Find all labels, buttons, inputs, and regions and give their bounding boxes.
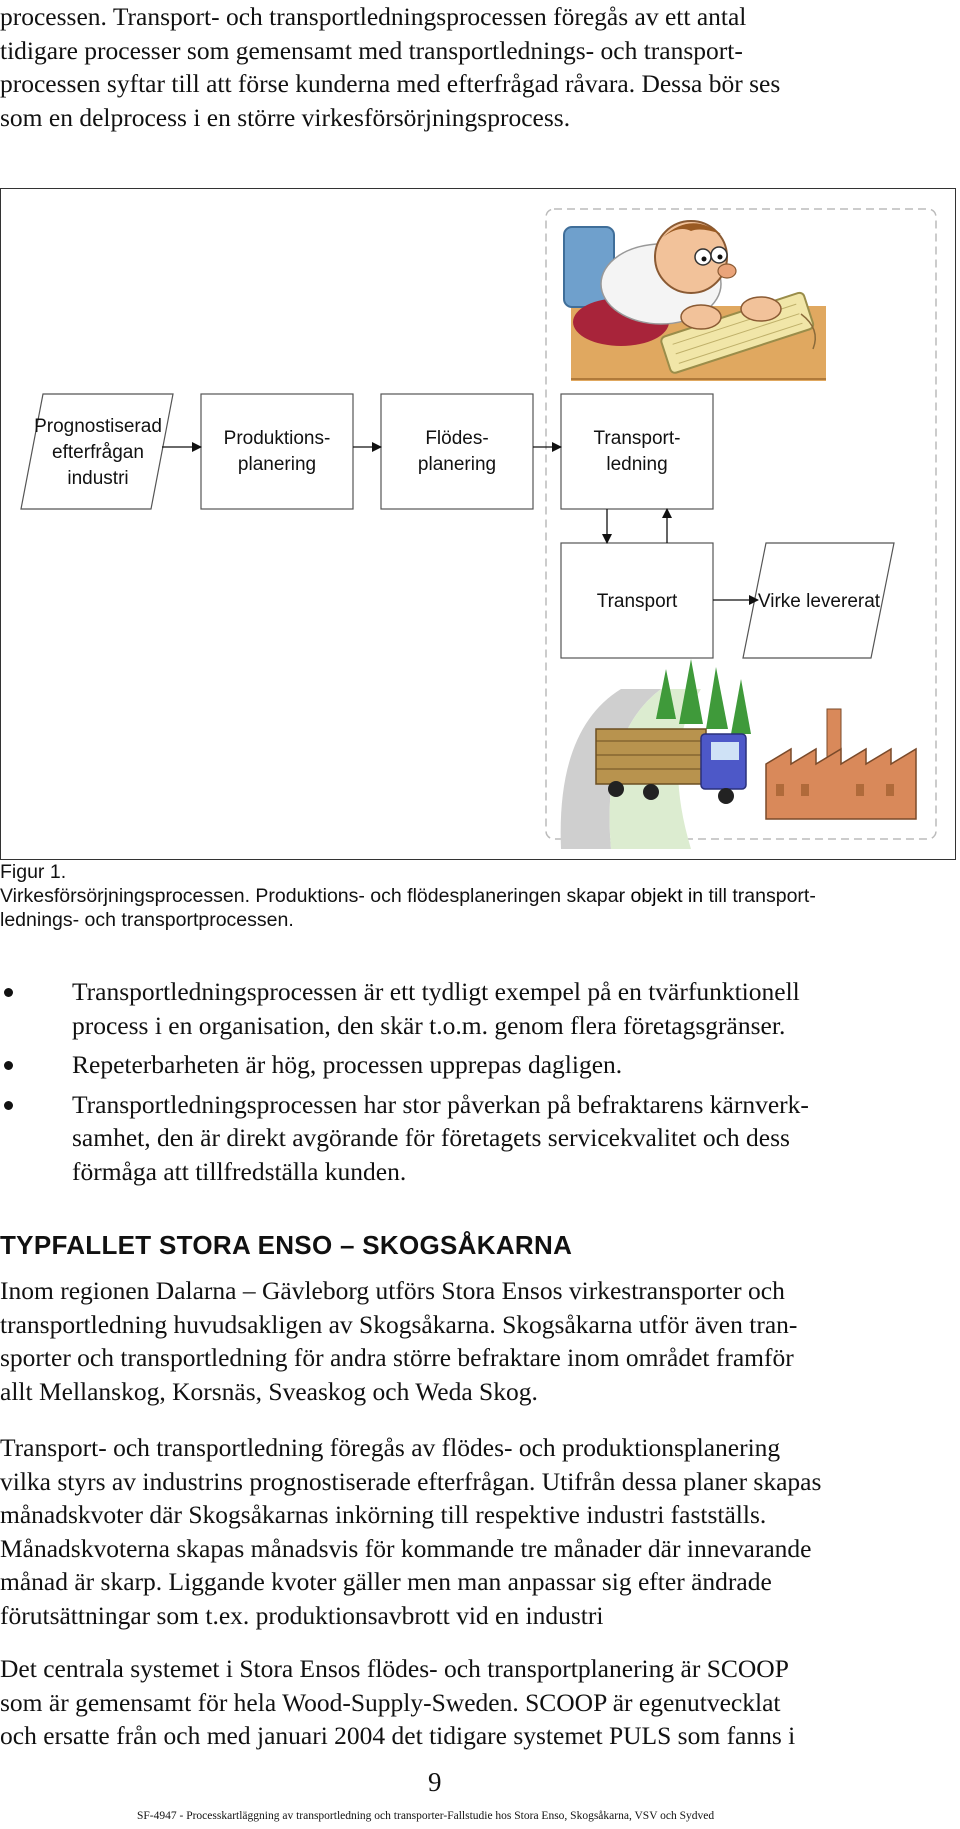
body-paragraph: Inom regionen Dalarna – Gävleborg utförs Stora Ensos virkestransporter och transportledning huvudsakligen av Skogsåkarna. Skogsåkarna utför även tran- sporter och transportledning för andra större befraktare inom området framför allt Mellanskog, Korsnäs, Sveaskog och Weda Skog. xyxy=(0,1276,798,1406)
node-label: Transport- xyxy=(593,428,681,449)
list-item: Repeterbarheten är hög, processen upprepas dagligen. xyxy=(0,1048,945,1082)
figure-caption xyxy=(0,860,816,932)
node-transportledning xyxy=(561,394,713,509)
node-prognostiserad-efterfragan xyxy=(21,394,173,509)
node-label: planering xyxy=(237,454,317,475)
timber-truck-illustration xyxy=(561,659,751,849)
intro-line: processen syftar till att förse kunderna med efterfrågad råvara. Dessa bör ses xyxy=(0,69,781,98)
list-item: Transportledningsprocessen har stor påverkan på befraktarens kärnverk- samhet, den är direkt avgörande för företagets servicekvalitet och dess förmåga att tillfredställa kunden. xyxy=(0,1088,945,1189)
node-label: Transport xyxy=(596,591,678,612)
intro-line: tidigare processer som gemensamt med transportlednings- och transport- xyxy=(0,35,743,65)
caption-line: lednings- och transportprocessen. xyxy=(0,909,294,931)
body-paragraph: Det centrala systemet i Stora Ensos flödes- och transportplanering är SCOOP som är gemensamt för hela Wood-Supply-Sweden. SCOOP är egenutvecklat och ersatte från och med januari 2004 det tidigare systemet PULS som fanns i xyxy=(0,1654,796,1750)
node-transport xyxy=(561,543,713,658)
node-label: industri xyxy=(67,468,129,489)
bullet-icon xyxy=(4,1061,13,1070)
caption-label: Figur 1. xyxy=(0,861,67,883)
bullet-icon xyxy=(4,1101,13,1110)
list-item: Transportledningsprocessen är ett tydligt exempel på en tvärfunktionell process i en organisation, den skär t.o.m. genom flera företagsgränser. xyxy=(0,975,945,1042)
factory-illustration xyxy=(766,709,916,819)
computer-user-illustration xyxy=(564,221,826,381)
page-footer: SF-4947 - Processkartläggning av transportledning och transporter-Fallstudie hos Stora Enso, Skogsåkarna, VSV och Sydved xyxy=(137,1810,715,1822)
process-figure xyxy=(0,188,956,860)
node-label: Virke levererat xyxy=(757,591,881,612)
node-label: planering xyxy=(417,454,497,475)
page-number: 9 xyxy=(428,1767,442,1797)
node-label: Flödes- xyxy=(425,428,489,449)
intro-line: som en delprocess i en större virkesförsörjningsprocess. xyxy=(0,102,571,132)
body-paragraph: Transport- och transportledning föregås av flödes- och produktionsplanering vilka styrs av industrins prognostiserade efterfrågan. Utifrån dessa planer skapas månadskvoter där Skogsåkarnas inkörning till respektive industri fastställs. Månadskvoterna skapas månadsvis för kommande tre månader där innevarande månad är skarp. Liggande kvoter gäller men man anpassar sig efter ändrade förutsättningar som t.ex. produktionsavbrott vid en industri xyxy=(0,1433,822,1630)
intro-paragraph xyxy=(0,0,945,134)
node-produktionsplanering xyxy=(201,394,353,509)
caption-line: Virkesförsörjningsprocessen. Produktions- och flödesplaneringen skapar objekt in till transport- xyxy=(0,885,816,907)
node-virke-levererat xyxy=(743,543,894,658)
bullet-icon xyxy=(4,988,13,997)
node-label: efterfrågan xyxy=(52,442,144,463)
node-label: ledning xyxy=(606,454,668,475)
node-label: Produktions- xyxy=(223,428,331,449)
intro-line: processen. Transport- och transportledningsprocessen föregås av ett antal xyxy=(0,2,747,31)
section-heading: TYPFALLET STORA ENSO – SKOGSÅKARNA xyxy=(0,1230,573,1260)
node-flodesplanering xyxy=(381,394,533,509)
node-label: Prognostiserad xyxy=(34,416,162,437)
bullet-list xyxy=(0,975,945,1194)
